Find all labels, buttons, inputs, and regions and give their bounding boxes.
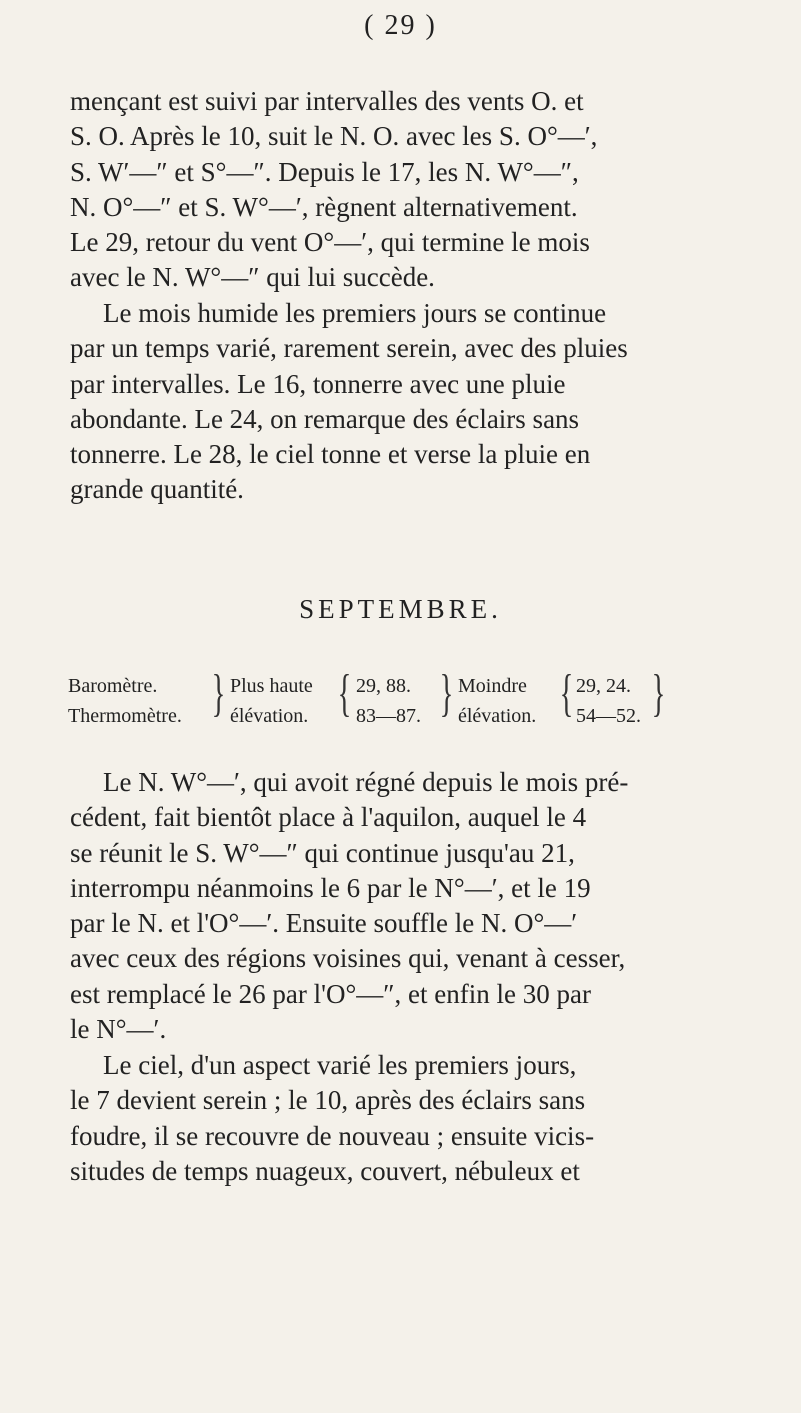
- page-number: ( 29 ): [364, 10, 437, 41]
- max-label-line-2: élévation.: [230, 705, 309, 727]
- text-line: avec le N. W°—″ qui lui succède.: [70, 262, 435, 293]
- text-line: situdes de temps nuageux, couvert, nébuleux et: [70, 1155, 580, 1186]
- text-line: par un temps varié, rarement serein, avec des pluies: [70, 333, 628, 364]
- min-label-line-2: élévation.: [458, 705, 537, 727]
- paragraph-4: [70, 1048, 725, 1189]
- min-value-thermometer: 54—52.: [576, 705, 641, 727]
- text-line: par le N. et l'O°—′. Ensuite souffle le N. O°—′: [70, 908, 578, 939]
- text-line: Le 29, retour du vent O°—′, qui termine le mois: [70, 227, 590, 258]
- observation-table: [68, 665, 748, 738]
- text-line: interrompu néanmoins le 6 par le N°—′, et le 19: [70, 872, 591, 903]
- min-label-line-1: Moindre: [458, 675, 527, 697]
- obs-label-thermometer: Thermomètre.: [68, 705, 182, 727]
- text-line: foudre, il se recouvre de nouveau ; ensuite vicis-: [70, 1120, 595, 1151]
- text-line: N. O°—″ et S. W°—′, règnent alternativement.: [70, 191, 578, 222]
- brace-right: }: [211, 665, 226, 722]
- text-line: S. W′—″ et S°—″. Depuis le 17, les N. W°—″,: [70, 156, 579, 187]
- paragraph-1: [70, 84, 725, 296]
- obs-label-barometer: Baromètre.: [68, 675, 158, 697]
- section-heading: SEPTEMBRE.: [299, 594, 502, 624]
- text-line: cédent, fait bientôt place à l'aquilon, auquel le 4: [70, 802, 587, 833]
- brace-left: {: [337, 665, 352, 722]
- text-line: le 7 devient serein ; le 10, après des éclairs sans: [70, 1085, 586, 1116]
- brace-left: {: [559, 665, 574, 722]
- text-line: Le mois humide les premiers jours se continue: [103, 298, 607, 328]
- text-line: abondante. Le 24, on remarque des éclairs sans: [70, 403, 580, 434]
- text-line: avec ceux des régions voisines qui, venant à cesser,: [70, 943, 626, 974]
- max-label-line-1: Plus haute: [230, 675, 313, 697]
- text-line: se réunit le S. W°—″ qui continue jusqu'au 21,: [70, 837, 575, 868]
- text-line: par intervalles. Le 16, tonnerre avec une pluie: [70, 368, 566, 399]
- max-value-thermometer: 83—87.: [356, 705, 421, 727]
- max-value-barometer: 29, 88.: [356, 675, 411, 697]
- text-line: Le N. W°—′, qui avoit régné depuis le mois pré-: [103, 767, 629, 797]
- text-line: le N°—′.: [70, 1014, 167, 1045]
- paragraph-2: [70, 296, 725, 508]
- text-line: tonnerre. Le 28, le ciel tonne et verse la pluie en: [70, 439, 591, 470]
- text-line: Le ciel, d'un aspect varié les premiers jours,: [103, 1050, 577, 1080]
- brace-right: }: [651, 665, 666, 722]
- text-line: est remplacé le 26 par l'O°—″, et enfin le 30 par: [70, 978, 591, 1009]
- text-line: S. O. Après le 10, suit le N. O. avec les S. O°—′,: [70, 121, 598, 152]
- brace-right: }: [439, 665, 454, 722]
- text-line: mençant est suivi par intervalles des vents O. et: [70, 86, 584, 116]
- paragraph-3: [70, 765, 725, 1047]
- text-line: grande quantité.: [70, 474, 244, 505]
- min-value-barometer: 29, 24.: [576, 675, 631, 697]
